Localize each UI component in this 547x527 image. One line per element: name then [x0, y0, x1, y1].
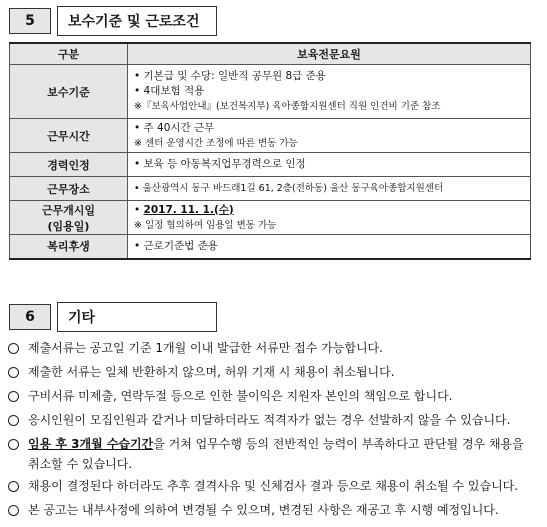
probation-highlight: 임용 후 3개월 수습기간 [28, 437, 154, 451]
row-content [128, 235, 531, 259]
table-row [10, 65, 531, 119]
row-label: 근무장소 [10, 177, 128, 201]
row-label: 보수기준 [10, 65, 128, 119]
row-label: 근무시간 [10, 119, 128, 153]
circle-bullet-icon [8, 343, 19, 354]
table-row [10, 153, 531, 177]
row-label [10, 201, 128, 235]
table-row [10, 119, 531, 153]
row-line: • 보육 등 아동복지업무경력으로 인정 [134, 158, 306, 170]
row-content [128, 153, 531, 177]
header-position: 보육전문요원 [128, 43, 531, 65]
table-row [10, 177, 531, 201]
section-6-header [9, 304, 217, 332]
section-number: 6 [9, 304, 51, 330]
row-line [134, 203, 530, 218]
list-item: 제출서류는 공고일 기준 1개월 이내 발급한 서류만 접수 가능합니다. [6, 338, 536, 358]
row-note: ※ 센터 운영시간 조정에 따른 변동 가능 [134, 137, 298, 149]
row-line: • 기본급 및 수당: 일반직 공무원 8급 준용 [134, 70, 326, 82]
row-content [128, 177, 531, 201]
table-header-row [10, 43, 531, 65]
circle-bullet-icon [8, 481, 19, 492]
section-number: 5 [9, 8, 51, 34]
circle-bullet-icon [8, 505, 19, 516]
circle-bullet-icon [8, 391, 19, 402]
circle-bullet-icon [8, 415, 19, 426]
list-item: 구비서류 미제출, 연락두절 등으로 인한 불이익은 지원자 본인의 책임으로 합니다. [6, 386, 536, 406]
list-item: 제출한 서류는 일체 반환하지 않으며, 허위 기재 시 채용이 취소됩니다. [6, 362, 536, 382]
circle-bullet-icon [8, 439, 19, 450]
row-content [128, 65, 531, 119]
section-title: 기타 [57, 302, 217, 332]
row-content [128, 119, 531, 153]
header-category: 구분 [10, 43, 128, 65]
table-row [10, 201, 531, 235]
row-label: 복리후생 [10, 235, 128, 259]
row-note: ※ 일정 협의하여 임용일 변동 가능 [134, 219, 277, 231]
list-item: 응시인원이 모집인원과 같거나 미달하더라도 적격자가 없는 경우 선발하지 않을 수 있습니다. [6, 410, 536, 430]
section-5-header [9, 8, 217, 36]
list-item: 채용이 결정된다 하더라도 추후 결격사유 및 신체검사 결과 등으로 채용이 취소될 수 있습니다. [6, 476, 536, 496]
row-line: • 울산광역시 동구 바드래1길 61, 2층(전하동) 울산 동구육아종합지원센터 [134, 183, 444, 194]
list-item: 임용 후 3개월 수습기간을 거쳐 업무수행 등의 전반적인 능력이 부족하다고 판단될 경우 채용을 취소할 수 있습니다. [6, 434, 536, 474]
row-note: ※『보육사업안내』(보건복지부) 육아종합지원센터 직원 인건비 기준 참조 [134, 101, 441, 112]
row-line: • 4대보험 적용 [134, 85, 205, 97]
circle-bullet-icon [8, 367, 19, 378]
row-label-line: (임용일) [47, 219, 90, 233]
row-line: • 근로기준법 준용 [134, 239, 218, 252]
list-item: 본 공고는 내부사정에 의하여 변경될 수 있으며, 변경된 사항은 재공고 후 시행 예정입니다. [6, 500, 536, 520]
row-label: 경력인정 [10, 153, 128, 177]
conditions-table [9, 42, 531, 260]
table-row [10, 235, 531, 259]
start-date: 2017. 11. 1.(수) [143, 203, 234, 216]
row-label-line: 근무개시일 [41, 203, 96, 217]
row-line: • 주 40시간 근무 [134, 121, 215, 134]
bullet: • [134, 203, 144, 216]
row-content [128, 201, 531, 235]
notes-list [6, 338, 536, 524]
section-title: 보수기준 및 근로조건 [57, 6, 217, 36]
